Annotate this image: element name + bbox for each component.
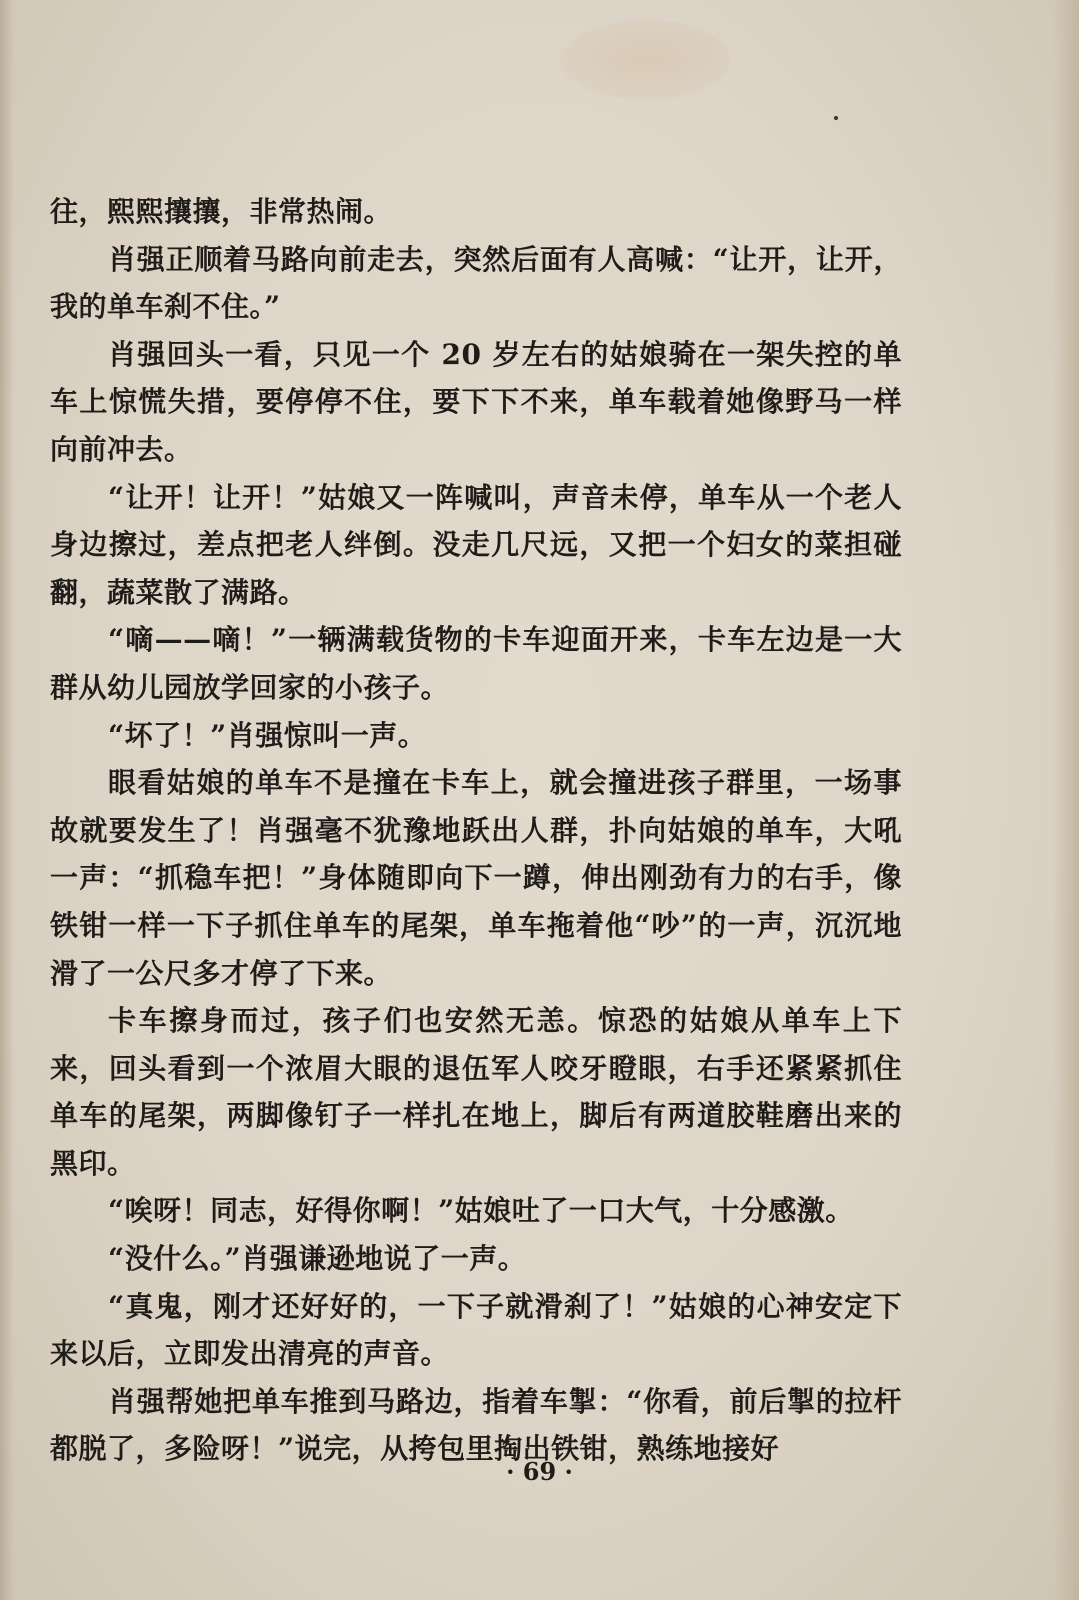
paragraph-6: “坏了！”肖强惊叫一声。 <box>108 718 427 752</box>
paragraph-1: 往，熙熙攘攘，非常热闹。 <box>50 195 393 228</box>
page-edge-shadow-left <box>0 0 14 1600</box>
paragraph-9: “唉呀！同志，好得你啊！”姑娘吐了一口大气，十分感激。 <box>108 1194 854 1228</box>
paragraph-2: 肖强正顺着马路向前走去，突然后面有人高喊：“让开，让开，我的单车刹不住。” <box>50 242 902 324</box>
paragraph-8: 卡车擦身而过，孩子们也安然无恙。惊恐的姑娘从单车上下来，回头看到一个浓眉大眼的退伍军人咬牙瞪眼，右手还紧紧抓住单车的尾架，两脚像钉子一样扎在地上，脚后有两道胶鞋磨出来的黑印。 <box>50 1004 902 1180</box>
paragraph-5: “嘀——嘀！”一辆满载货物的卡车迎面开来，卡车左边是一大群从幼儿园放学回家的小孩子。 <box>50 623 902 704</box>
page-edge-shadow-right <box>1053 0 1079 1600</box>
ink-speck <box>834 116 838 120</box>
body-text <box>50 188 902 1473</box>
paragraph-10: “没什么。”肖强谦逊地说了一声。 <box>108 1242 527 1276</box>
paper-stain <box>560 20 730 100</box>
page-number: · 69 · <box>506 1457 573 1486</box>
paragraph-12: 肖强帮她把单车推到马路边，指着车掣：“你看，前后掣的拉杆都脱了，多险呀！”说完，从挎包里掏出铁钳，熟练地接好 <box>50 1384 902 1466</box>
paragraph-11: “真鬼，刚才还好好的，一下子就滑刹了！”姑娘的心神安定下来以后，立即发出清亮的声音。 <box>50 1289 902 1371</box>
paragraph-4: “让开！让开！”姑娘又一阵喊叫，声音未停，单车从一个老人身边擦过，差点把老人绊倒。没走几尺远，又把一个妇女的菜担碰翻，蔬菜散了满路。 <box>50 480 902 609</box>
paragraph-3: 肖强回头一看，只见一个 20 岁左右的姑娘骑在一架失控的单车上惊慌失措，要停停不住，要下下不来，单车载着她像野马一样向前冲去。 <box>50 337 902 466</box>
paragraph-7: 眼看姑娘的单车不是撞在卡车上，就会撞进孩子群里，一场事故就要发生了！肖强毫不犹豫地跃出人群，扑向姑娘的单车，大吼一声：“抓稳车把！”身体随即向下一蹲，伸出刚劲有力的右手，像铁钳一样一下子抓住单车的尾架，单车拖着他“吵”的一声，沉沉地滑了一公尺多才停了下来。 <box>50 766 902 990</box>
